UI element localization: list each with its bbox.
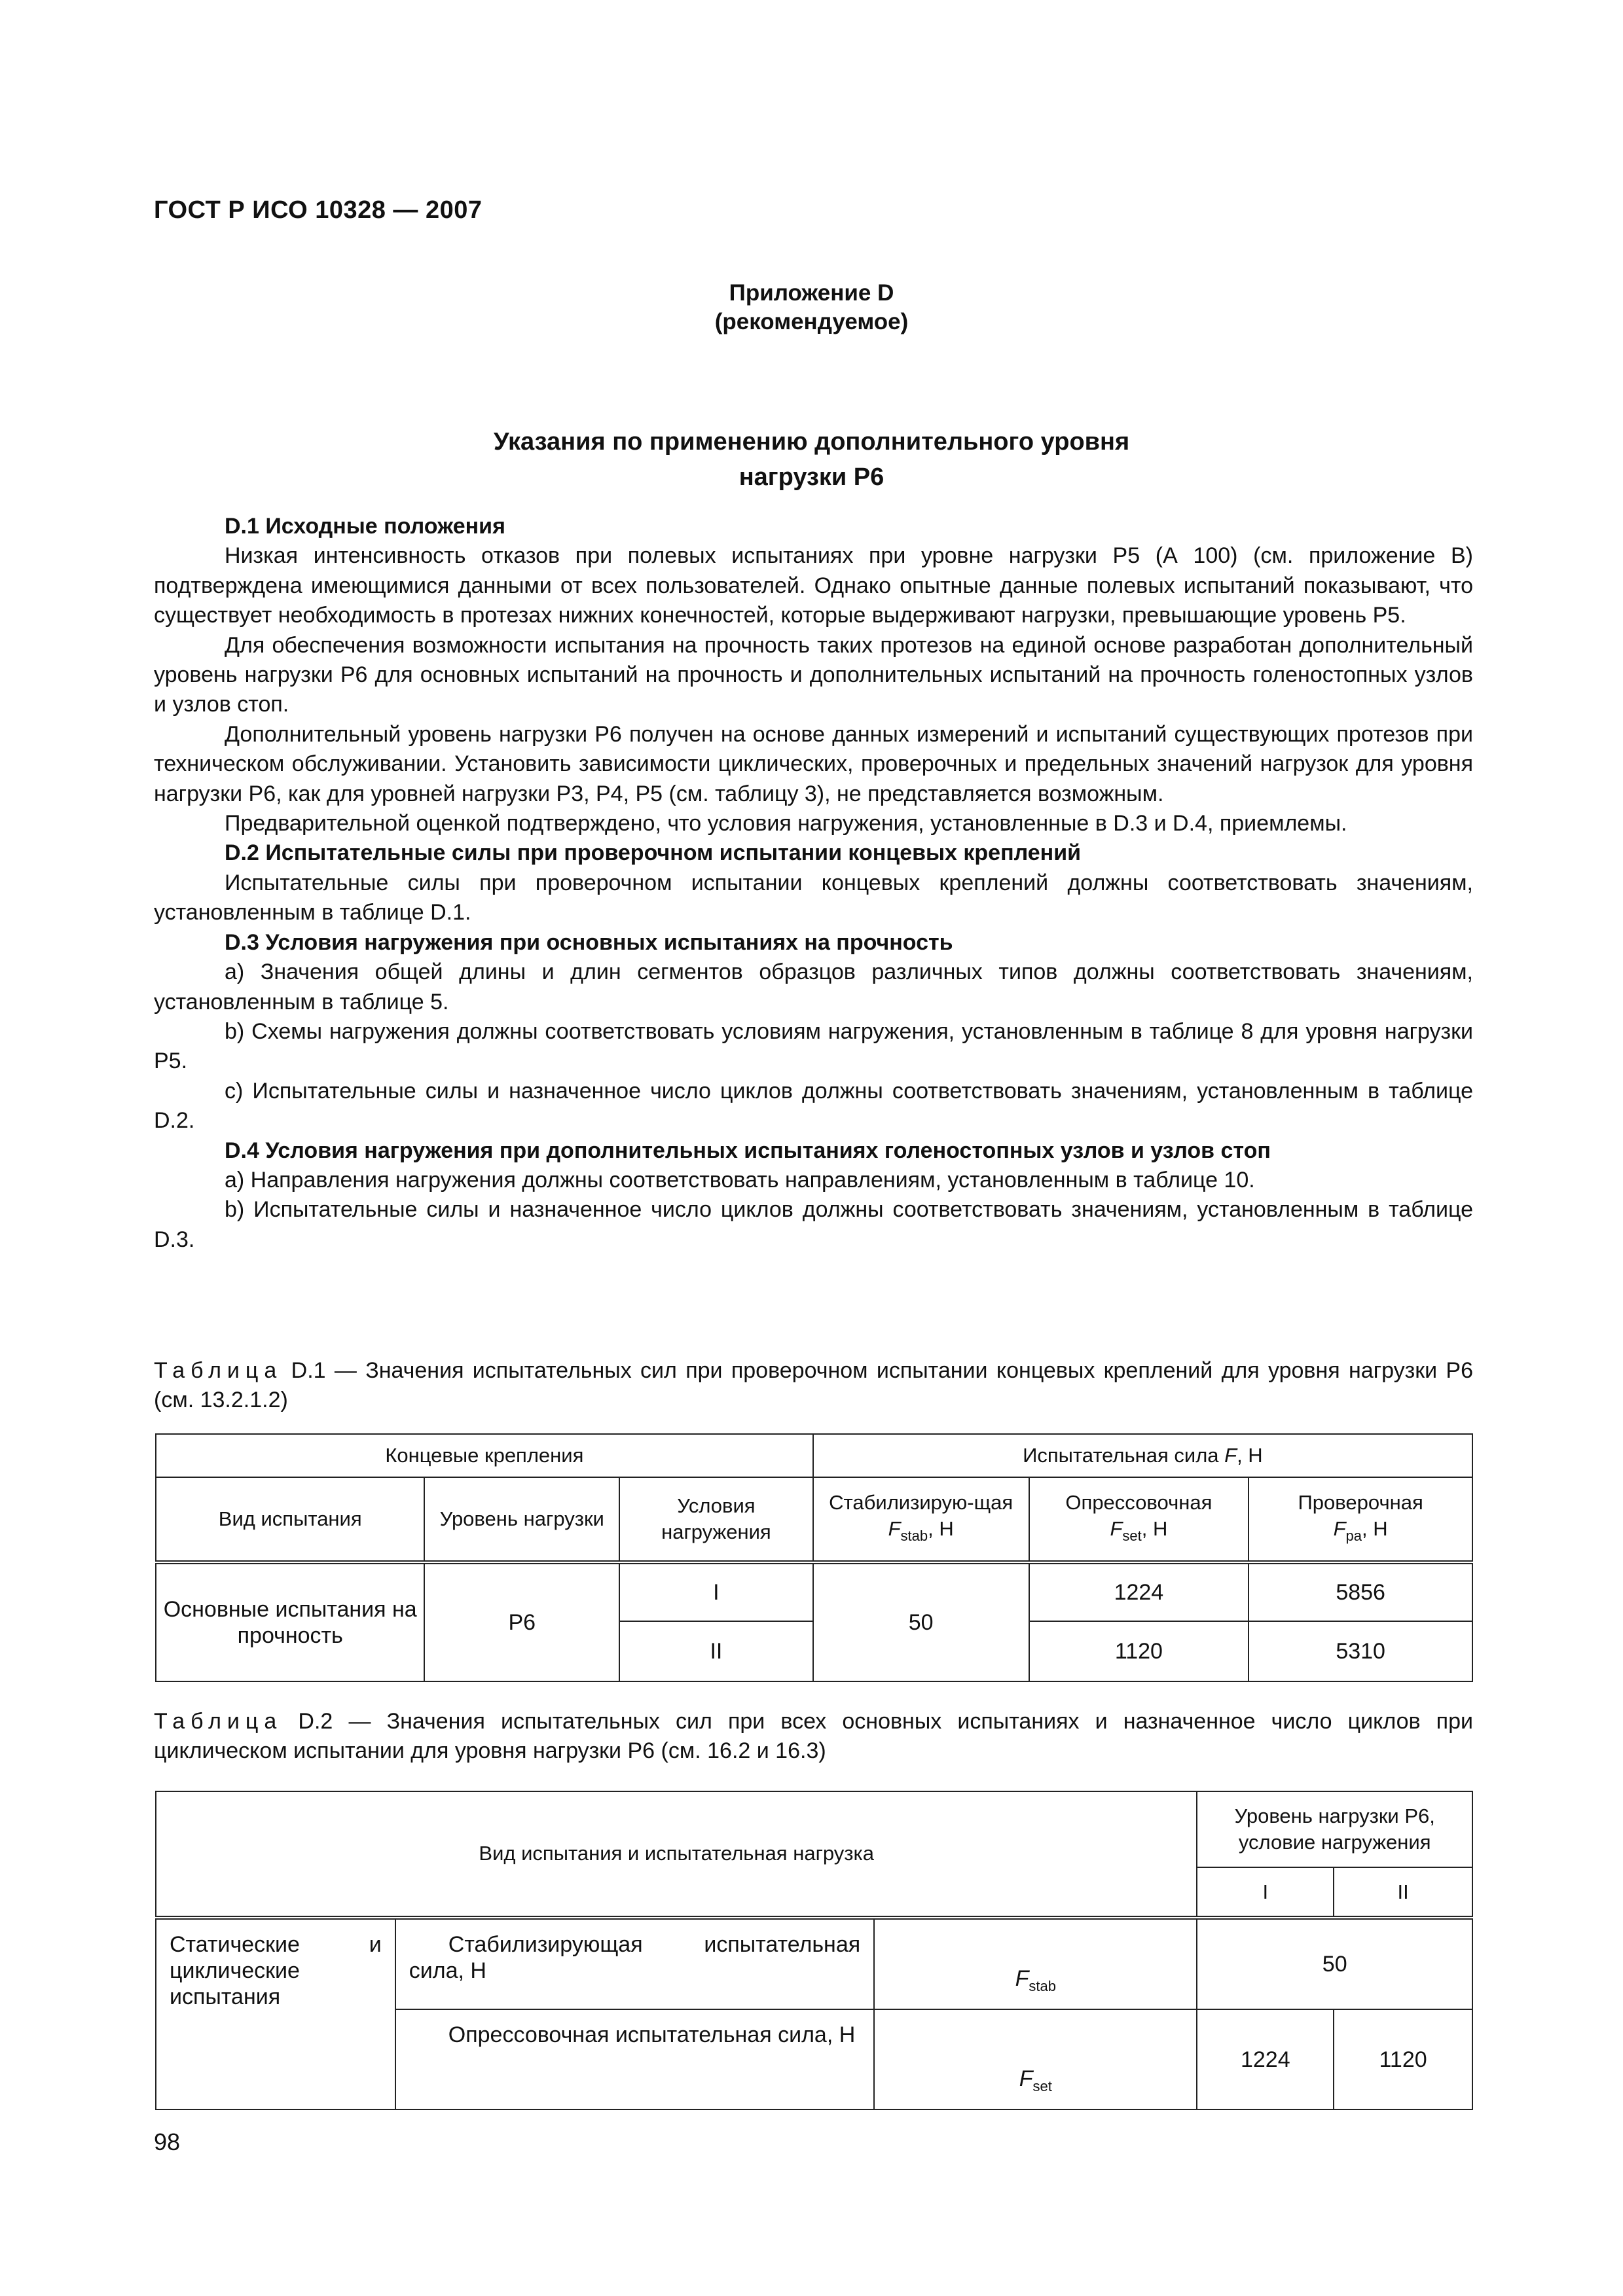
table-d1 (155, 1433, 1473, 1682)
table-d1-col-cond: Условия нагружения (619, 1477, 813, 1562)
table-d2-cond1: I (1197, 1867, 1334, 1917)
table-d1-col-stab: Стабилизирую-щая $F_{stab}$, Н (813, 1477, 1029, 1562)
table-d1-caption-text: D.1 — Значения испытательных сил при проверочном испытании концевых креплений для уровня нагрузки P6 (см. 13.2.1.2) (154, 1358, 1473, 1412)
table-d1-stab: 50 (813, 1562, 1029, 1681)
table-d1-col-pa: Проверочная $F_{pa}$, Н (1249, 1477, 1472, 1562)
table-d2-row1-value: 50 (1197, 1918, 1472, 2010)
paragraph: b) Схемы нагружения должны соответствовать условиям нагружения, установленным в таблице 8 для уровня нагрузки P5. (154, 1018, 1473, 1074)
table-d1-group-fixtures: Концевые крепления (156, 1434, 813, 1477)
annex-status: (рекомендуемое) (714, 309, 909, 334)
table-d2-row1-symbol: $F_{stab}$ (874, 1918, 1197, 2010)
table-d1-pa1: 5856 (1249, 1562, 1472, 1621)
table-d2 (155, 1791, 1473, 2110)
table-d1-caption (154, 1356, 1473, 1415)
section-heading: D.1 Исходные положения (225, 514, 505, 539)
table-d2-caption-label: Таблица (154, 1709, 283, 1734)
page-number: 98 (154, 2128, 181, 2155)
paragraph: Низкая интенсивность отказов при полевых испытаниях при уровне нагрузки P5 (А 100) (см. приложение В) подтверждена имеющимися данными от всех пользователей. Однако опытные данные полевых испытаний показывают, что существует необходимость в протезах нижних конечностей, которые выдерживают нагрузки, превышающие уровень P5. (154, 543, 1473, 628)
table-d1-cond2: II (619, 1621, 813, 1681)
paragraph: Предварительной оценкой подтверждено, что условия нагружения, установленные в D.3 и D.4, приемлемы. (225, 811, 1347, 836)
paragraph: Испытательные силы при проверочном испытании концевых креплений должны соответствовать значениям, установленным в таблице D.1. (154, 870, 1473, 925)
paragraph: а) Значения общей длины и длин сегментов образцов различных типов должны соответствовать значениям, установленным в таблице 5. (154, 960, 1473, 1014)
table-d2-row2-label: Опрессовочная испытательная сила, Н (395, 2009, 874, 2109)
table-d1-col-type: Вид испытания (156, 1477, 424, 1562)
table-d1-caption-label: Таблица (154, 1358, 283, 1383)
table-d2-row2-value2: 1120 (1334, 2009, 1472, 2109)
annex-label: Приложение D (729, 280, 894, 306)
table-d2-group: Статические и циклические испытания (156, 1918, 395, 2109)
paragraph: b) Испытательные силы и назначенное число циклов должны соответствовать значениям, установленным в таблице D.3. (154, 1197, 1473, 1252)
section-heading: D.4 Условия нагружения при дополнительных испытаниях голеностопных узлов и узлов стоп (225, 1138, 1271, 1163)
table-d1-col-set: Опрессовочная $F_{set}$, Н (1029, 1477, 1249, 1562)
table-d1-group-force: Испытательная сила F, Н (813, 1434, 1472, 1477)
table-d2-caption (154, 1707, 1473, 1766)
table-d1-col-level: Уровень нагрузки (424, 1477, 619, 1562)
table-d2-col-level: Уровень нагрузки P6, условие нагружения (1197, 1791, 1472, 1867)
table-d1-cond1: I (619, 1562, 813, 1621)
paragraph: а) Направления нагружения должны соответствовать направлениям, установленным в таблице 10. (225, 1167, 1255, 1193)
table-d2-caption-text: D.2 — Значения испытательных сил при всех основных испытаниях и назначенное число циклов при циклическом испытании для уровня нагрузки P6 (см. 16.2 и 16.3) (154, 1709, 1473, 1763)
annex-title-line1: Указания по применению дополнительного уровня (493, 428, 1130, 456)
paragraph: с) Испытательные силы и назначенное число циклов должны соответствовать значениям, установленным в таблице D.2. (154, 1078, 1473, 1134)
table-d2-row2-symbol: $F_{set}$ (874, 2009, 1197, 2109)
table-d2-col-main: Вид испытания и испытательная нагрузка (156, 1791, 1197, 1918)
table-d2-cond2: II (1334, 1867, 1472, 1917)
table-d1-set1: 1224 (1029, 1562, 1249, 1621)
annex-title (0, 424, 1623, 495)
table-d2-row2-value1: 1224 (1197, 2009, 1334, 2109)
section-heading: D.3 Условия нагружения при основных испытаниях на прочность (225, 929, 953, 955)
paragraph: Дополнительный уровень нагрузки P6 получен на основе данных измерений и испытаний существующих протезов при техническом обслуживании. Установить зависимости циклических, проверочных и предельных значений нагрузок для уровня нагрузки P6, как для уровней нагрузки P3, P4, P5 (см. таблицу 3), не представляется возможным. (154, 721, 1473, 806)
table-d1-set2: 1120 (1029, 1621, 1249, 1681)
section-heading: D.2 Испытательные силы при проверочном испытании концевых креплений (225, 840, 1082, 866)
paragraph: Для обеспечения возможности испытания на прочность таких протезов на единой основе разработан дополнительный уровень нагрузки P6 для основных испытаний на прочность и дополнительных испытаний на прочность голеностопных узлов и узлов стоп. (154, 632, 1473, 717)
table-d1-row-type: Основные испытания на прочность (156, 1562, 424, 1681)
annex-body (154, 512, 1473, 1255)
standard-code: ГОСТ Р ИСО 10328 — 2007 (154, 196, 483, 224)
annex-title-line2: нагрузки P6 (739, 463, 884, 491)
table-d2-row1-label: Стабилизирующая испытательная сила, Н (395, 1918, 874, 2010)
table-d1-pa2: 5310 (1249, 1621, 1472, 1681)
table-d1-row-level: P6 (424, 1562, 619, 1681)
